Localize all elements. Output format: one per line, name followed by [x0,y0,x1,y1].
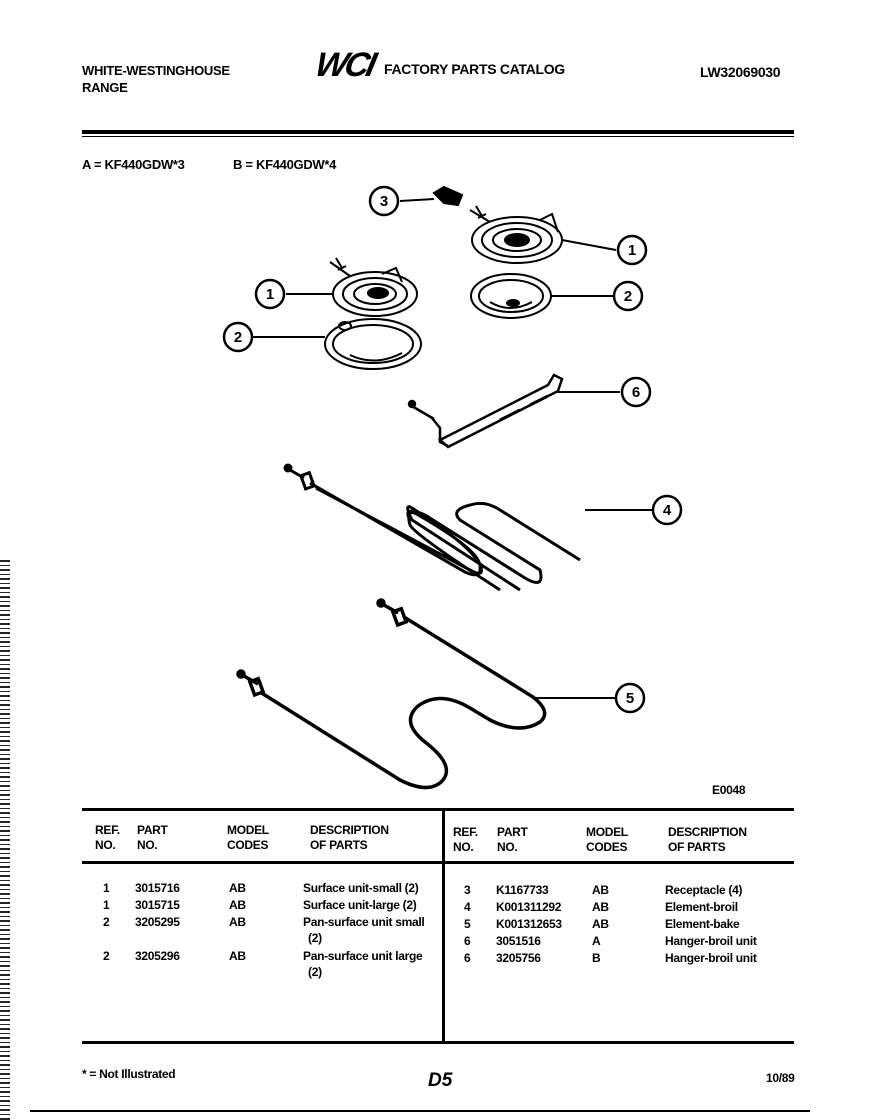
table-header-rule [82,861,794,864]
row-desc: Surface unit-small (2) [303,881,419,895]
table-bottom-rule [82,1041,794,1044]
row-desc: Element-broil [665,900,738,914]
row-model: AB [592,883,609,897]
row-part: 3051516 [496,934,541,948]
row-ref: 1 [103,898,110,912]
callout-1-left: 1 [265,286,275,303]
table-top-rule [82,808,794,811]
row-ref: 5 [464,917,471,931]
callout-6: 6 [631,384,641,401]
footer-rule [30,1110,810,1112]
row-model: AB [229,915,246,929]
broil-element [285,465,580,590]
callout-2-left: 2 [233,329,243,346]
row-part: K001311292 [496,900,562,914]
callout-4: 4 [662,502,672,519]
row-ref: 2 [103,949,110,963]
row-part: K1167733 [496,883,549,897]
surface-unit-left [330,258,417,316]
header-ref-right: REF. NO. [453,825,478,854]
row-model: AB [229,898,246,912]
table-column-divider [442,808,445,1044]
model-b-label: B = KF440GDW*4 [233,157,337,172]
header-part-right: PART NO. [497,825,528,854]
row-part: K001312653 [496,917,562,931]
row-ref: 3 [464,883,471,897]
row-model: A [592,934,601,948]
header-model-right: MODEL CODES [586,825,628,854]
bake-element [238,600,545,788]
broil-hanger [409,375,562,447]
drip-pan-left [325,319,421,369]
row-model: AB [592,900,609,914]
callout-5: 5 [625,690,635,707]
brand-line-2: RANGE [82,80,128,95]
not-illustrated-note: * = Not Illustrated [82,1067,176,1081]
row-part: 3205295 [135,915,180,929]
row-ref: 6 [464,934,471,948]
revision-date: 10/89 [766,1071,795,1085]
row-desc-cont: (2) [308,931,322,945]
row-desc-cont: (2) [308,965,322,979]
figure-code: E0048 [712,783,746,797]
row-desc: Element-bake [665,917,740,931]
row-part: 3015715 [135,898,180,912]
receptacle-part [434,187,462,205]
row-model: AB [592,917,609,931]
row-desc: Hanger-broil unit [665,951,757,965]
page-number: D5 [428,1070,453,1091]
header-desc-left: DESCRIPTION OF PARTS [310,823,389,852]
header-model-left: MODEL CODES [227,823,269,852]
surface-unit-right [470,206,562,263]
row-model: AB [229,949,246,963]
row-ref: 2 [103,915,110,929]
row-desc: Hanger-broil unit [665,934,757,948]
row-part: 3015716 [135,881,180,895]
brand-title [82,62,230,96]
header-ref-left: REF. NO. [95,823,120,852]
callout-1-right: 1 [627,242,637,259]
row-ref: 6 [464,951,471,965]
brand-line-1: WHITE-WESTINGHOUSE [82,63,230,78]
wci-logo: WCI [311,46,378,84]
row-part: 3205756 [496,951,541,965]
model-a-label: A = KF440GDW*3 [82,157,185,172]
row-ref: 1 [103,881,110,895]
row-desc: Pan-surface unit small [303,915,425,929]
catalog-number: LW32069030 [700,64,781,80]
row-desc: Receptacle (4) [665,883,743,897]
row-desc: Pan-surface unit large [303,949,423,963]
row-ref: 4 [464,900,471,914]
row-model: AB [229,881,246,895]
header-part-left: PART NO. [137,823,168,852]
row-model: B [592,951,601,965]
row-part: 3205296 [135,949,180,963]
header-rule [82,130,794,134]
callout-3: 3 [379,193,389,210]
row-desc: Surface unit-large (2) [303,898,417,912]
catalog-title: FACTORY PARTS CATALOG [384,61,565,77]
header-rule-thin [82,136,794,137]
callout-2-right: 2 [623,288,633,305]
header-desc-right: DESCRIPTION OF PARTS [668,825,747,854]
exploded-parts-diagram [0,170,880,810]
drip-pan-right [471,274,551,318]
